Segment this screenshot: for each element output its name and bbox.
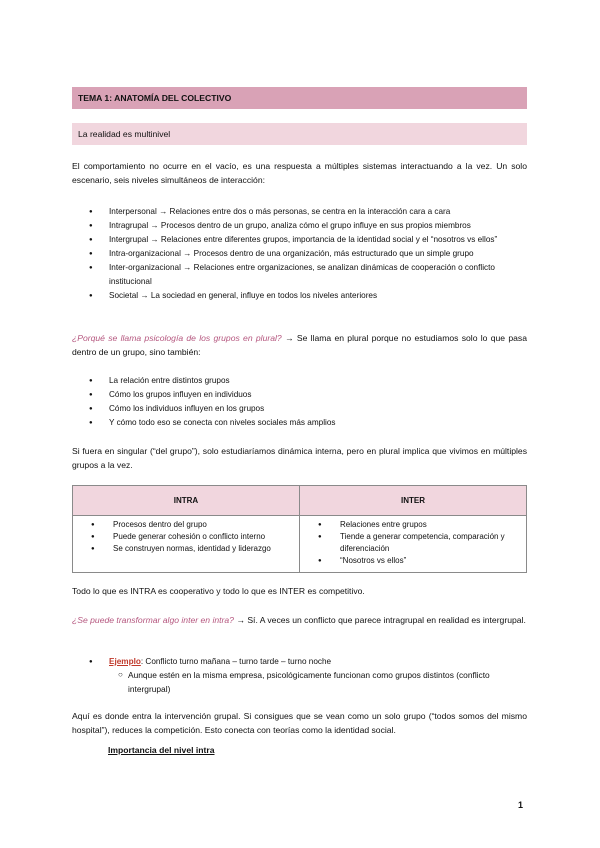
intervention-paragraph: Aquí es donde entra la intervención grupal. Si consigues que se vean como un solo grupo (“todos somos del mismo hospital”), reduces la competición. Esto conecta con teorías como la identidad social. <box>72 711 527 735</box>
list-item <box>72 655 527 669</box>
plural-question-paragraph <box>72 331 527 359</box>
transform-question: ¿Se puede transformar algo inter en intra? <box>72 615 234 625</box>
list-item: ● La relación entre distintos grupos <box>72 374 527 388</box>
circle-bullet-icon: ○ <box>118 670 123 679</box>
topic-title-bar <box>72 87 527 109</box>
example-label: Ejemplo <box>109 657 141 666</box>
list-item: ● Interpersonal → Relaciones entre dos o más personas, se centra en la interacción cara a cara <box>72 205 527 219</box>
plural-question: ¿Porqué se llama psicología de los grupos en plural? <box>72 333 282 343</box>
intra-item: ● Puede generar cohesión o conflicto interno <box>77 531 295 543</box>
inter-item: ● “Nosotros vs ellos” <box>304 555 522 567</box>
list-item: ● Y cómo todo eso se conecta con niveles sociales más amplios <box>72 416 527 430</box>
example-list <box>72 655 527 669</box>
topic-title: TEMA 1: ANATOMÍA DEL COLECTIVO <box>78 93 232 103</box>
section-heading-bar <box>72 123 527 145</box>
subheading-intra-importance: Importancia del nivel intra <box>108 745 215 755</box>
example-subtext: Aunque estén en la misma empresa, psicológicamente funcionan como grupos distintos (conflicto intergrupal) <box>128 670 490 694</box>
inter-cell <box>300 516 527 573</box>
list-item: ● Societal → La sociedad en general, influye en todos los niveles anteriores <box>72 289 527 303</box>
plural-answer: → Se llama en plural porque no estudiamos solo lo que pasa dentro de un grupo, sino también: <box>72 333 527 357</box>
example-subitem <box>118 668 527 696</box>
list-item: ● Cómo los grupos influyen en individuos <box>72 388 527 402</box>
inter-item: ● Relaciones entre grupos <box>304 519 522 531</box>
transform-answer: → Sí. A veces un conflicto que parece intragrupal en realidad es intergrupal. <box>233 615 526 625</box>
list-item: ● Intra-organizacional → Procesos dentro de una organización, más estructurado que un simple grupo <box>72 247 527 261</box>
intro-paragraph: El comportamiento no ocurre en el vacío, es una respuesta a múltiples sistemas interactuando a la vez. Un solo escenario, seis niveles simultáneos de interacción: <box>72 161 527 185</box>
singular-paragraph: Si fuera en singular (“del grupo”), solo estudiaríamos dinámica interna, pero en plural implica que vivimos en múltiples grupos a la vez. <box>72 446 527 470</box>
intra-item: ● Procesos dentro del grupo <box>77 519 295 531</box>
intra-cell <box>73 516 300 573</box>
list-item: ● Inter-organizacional → Relaciones entre organizaciones, se analizan dinámicas de cooperación o conflicto institucional <box>72 261 527 289</box>
intra-header: INTRA <box>73 486 300 516</box>
inter-item: ● Tiende a generar competencia, comparación y diferenciación <box>304 531 522 555</box>
list-item: ● Intergrupal → Relaciones entre diferentes grupos, importancia de la identidad social y el “nosotros vs ellos” <box>72 233 527 247</box>
section-heading: La realidad es multinivel <box>78 129 171 139</box>
list-item: ● Intragrupal → Procesos dentro de un grupo, analiza cómo el grupo influye en sus propios miembros <box>72 219 527 233</box>
intra-item: ● Se construyen normas, identidad y liderazgo <box>77 543 295 555</box>
coop-paragraph: Todo lo que es INTRA es cooperativo y todo lo que es INTER es competitivo. <box>72 586 365 596</box>
plural-list <box>72 374 527 430</box>
intra-inter-table <box>72 485 527 573</box>
levels-list <box>72 205 527 303</box>
page-number: 1 <box>518 800 524 810</box>
example-text: : Conflicto turno mañana – turno tarde – turno noche <box>140 657 332 666</box>
transform-question-paragraph <box>72 613 527 627</box>
inter-header: INTER <box>300 486 527 516</box>
list-item: ● Cómo los individuos influyen en los grupos <box>72 402 527 416</box>
